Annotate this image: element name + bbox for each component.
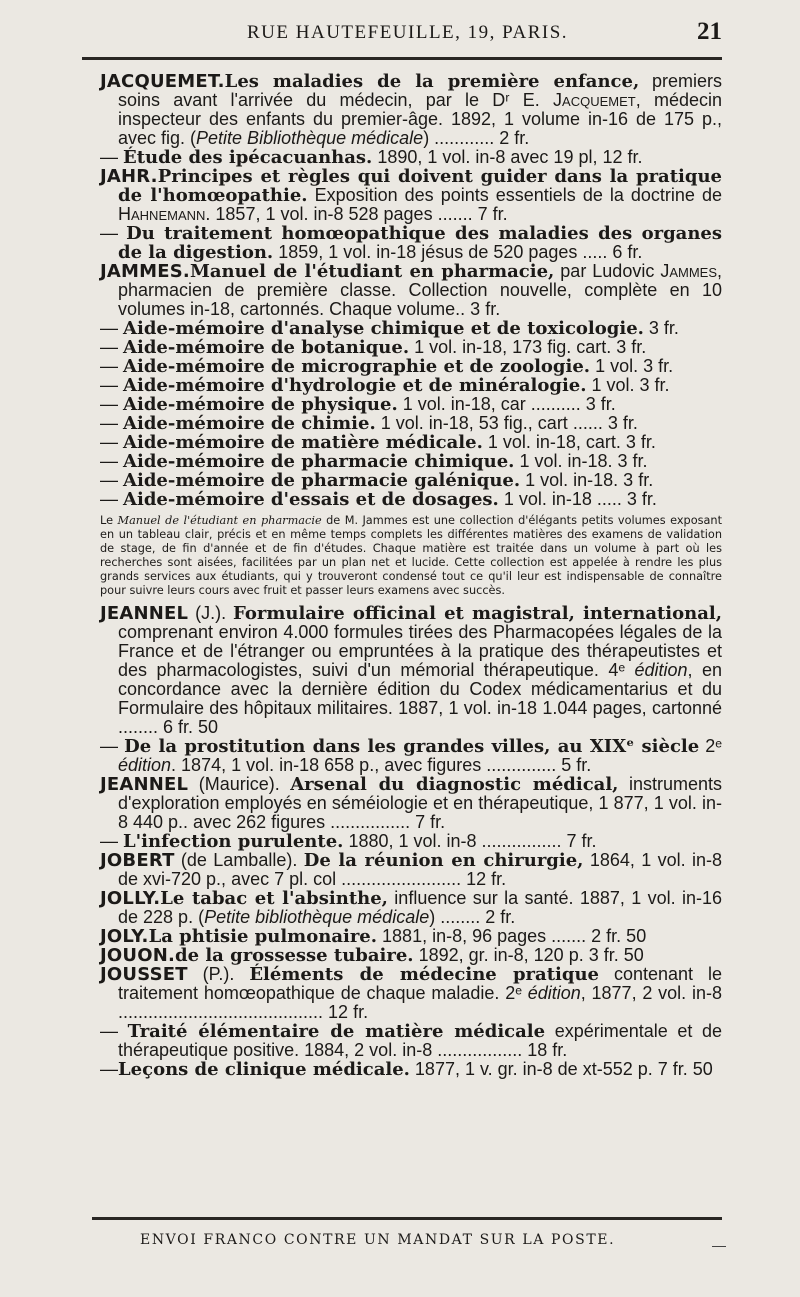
- entry-text: influence sur la santé. 1887, 1 vol. in-16 de 228 p. (: [118, 888, 723, 927]
- catalog-entry: [100, 775, 722, 832]
- catalog-entry: [100, 148, 722, 167]
- entry-text: 2ᵉ: [699, 736, 722, 756]
- catalog-entry: [100, 338, 722, 357]
- entry-text: 1880, 1 vol. in-8 ................ 7 fr.: [343, 831, 597, 851]
- catalog-entry: [100, 889, 722, 927]
- entry-title: De la réunion en chirurgie,: [303, 850, 584, 871]
- entry-title: Aide-mémoire d'essais et de dosages.: [123, 489, 499, 510]
- entry-dash: —: [100, 337, 124, 357]
- entry-series: Petite bibliothèque médicale: [204, 907, 430, 927]
- entry-text: , pharmacien de première classe. Collection nouvelle, complète en 10 volumes in-18, cartonnés. Chaque volume.. 3 fr.: [118, 261, 723, 319]
- entry-text: , 1877, 2 vol. in-8 ......................................... 12 fr.: [118, 983, 722, 1022]
- entry-series: édition: [527, 983, 581, 1003]
- entry-text: 1877, 1 v. gr. in-8 de xt-552 p. 7 fr. 50: [409, 1059, 713, 1079]
- catalog-entry: [100, 1060, 722, 1079]
- catalog-entry: [100, 604, 722, 737]
- entry-title: Aide-mémoire de botanique.: [123, 337, 410, 358]
- entry-author: JAMMES.: [100, 261, 190, 282]
- entry-dash: —: [100, 489, 124, 509]
- entry-author: JOLLY.: [100, 888, 161, 909]
- entry-text: 1890, 1 vol. in-8 avec 19 pl, 12 fr.: [372, 147, 643, 167]
- entry-title: Du traitement homœopathique des maladies des organes de la digestion.: [118, 223, 722, 263]
- entry-title: Aide-mémoire de physique.: [123, 394, 398, 415]
- entry-text: expérimentale et de thérapeutique positive. 1884, 2 vol. in-8 ................. 18 fr.: [118, 1021, 722, 1060]
- entry-text: 1 vol. in-18 ..... 3 fr.: [498, 489, 657, 509]
- entry-text: comprenant environ 4.000 formules tirées des Pharmacopées légales de la France et de l'étranger ou empruntées à la pratique des thérapeutistes et des pharmacologistes, suivi d'un mémorial thérapeutique. 4ᵉ: [118, 622, 722, 680]
- collection-note: Le Manuel de l'étudiant en pharmacie de M. Jammes est une collection d'élégants petits volumes exposant en un tableau clair, précis et en même temps complets les différentes matières des examens de validation de stage, de fin d'année et de fin d'études. Chaque matière est traitée dans un volume à part où les recherches sont aisées, facilitées par un plan net et lucide. Cette collection est appelée à rendre les plus grands services aux étudiants, qui y trouveront condensé tout ce qu'il leur est indispensable de connaître pour suivre leurs cours avec fruit et passer leurs examens avec succès.: [100, 514, 723, 597]
- entry-title: Aide-mémoire de pharmacie galénique.: [123, 470, 521, 491]
- catalog-entry: [100, 471, 722, 490]
- entry-dash: —: [100, 736, 125, 756]
- catalog-entry: [100, 224, 722, 262]
- entry-title: Formulaire officinal et magistral, international,: [233, 603, 722, 624]
- header-rule: [82, 57, 722, 60]
- entry-author-detail: (P.).: [187, 964, 250, 984]
- entry-title: Arsenal du diagnostic médical,: [290, 774, 619, 795]
- entry-title: Éléments de médecine pratique: [249, 964, 599, 985]
- entry-author: JOLY.: [100, 926, 149, 947]
- entry-dash: —: [100, 1059, 118, 1079]
- entry-dash: —: [100, 831, 124, 851]
- entry-author: JEANNEL: [100, 774, 189, 795]
- entry-author: JOUON.: [100, 945, 176, 966]
- entry-title: Aide-mémoire d'hydrologie et de minéralogie.: [123, 375, 587, 396]
- catalog-entry: [100, 490, 722, 509]
- entry-title: Aide-mémoire de matière médicale.: [123, 432, 483, 453]
- entry-text: 1881, in-8, 96 pages ....... 2 fr. 50: [377, 926, 647, 946]
- entry-series: édition: [118, 755, 172, 775]
- entry-text: premiers soins avant l'arrivée du médecin, par le Dʳ E.: [118, 71, 722, 110]
- entry-dash: —: [100, 318, 124, 338]
- page-header: [82, 14, 722, 52]
- entry-price: ) ............ 2 fr.: [423, 128, 530, 148]
- entry-dash: —: [100, 356, 124, 376]
- entry-dash: —: [100, 394, 124, 414]
- entry-title: Étude des ipécacuanhas.: [123, 147, 373, 168]
- entry-dash: —: [100, 375, 124, 395]
- footer-rule: [92, 1217, 722, 1220]
- catalog-entry: [100, 965, 722, 1022]
- entry-author: JAHR.: [100, 166, 158, 187]
- catalog-entry: [100, 433, 722, 452]
- entry-text: . 1857, 1 vol. in-8 528 pages ....... 7 fr.: [205, 204, 508, 224]
- entry-author: JOBERT: [100, 850, 175, 871]
- entry-author-detail: (J.).: [188, 603, 234, 623]
- entry-title: L'infection purulente.: [123, 831, 344, 852]
- entry-title: de la grossesse tubaire.: [175, 945, 414, 966]
- entry-text: 1 vol. in-18, 53 fig., cart ...... 3 fr.: [375, 413, 638, 433]
- entry-text: par Ludovic: [554, 261, 661, 281]
- entry-title: Aide-mémoire d'analyse chimique et de toxicologie.: [123, 318, 644, 339]
- entry-text: 3 fr.: [643, 318, 679, 338]
- catalog-entry: [100, 319, 722, 338]
- entry-title: De la prostitution dans les grandes villes, au XIXᵉ siècle: [124, 736, 700, 757]
- catalog-entry: [100, 167, 722, 224]
- entry-text: 1859, 1 vol. in-18 jésus de 520 pages ..... 6 fr.: [273, 242, 643, 262]
- entry-title: Principes et règles qui doivent guider dans la pratique de l'homœopathie.: [118, 166, 722, 206]
- entry-text: , médecin inspecteur des enfants du premier-âge. 1892, 1 volume in-16 de 175 p., avec fig. (: [118, 90, 722, 148]
- entry-series: Petite Bibliothèque médicale: [196, 128, 424, 148]
- catalog-entry: [100, 851, 722, 889]
- entry-title: Leçons de clinique médicale.: [118, 1059, 410, 1080]
- entry-title: Aide-mémoire de micrographie et de zoologie.: [123, 356, 591, 377]
- footer-mark: [712, 1236, 726, 1247]
- entry-text: 1892, gr. in-8, 120 p. 3 fr. 50: [413, 945, 644, 965]
- entry-title: Le tabac et l'absinthe,: [160, 888, 388, 909]
- entry-text: 1 vol. in-18, car .......... 3 fr.: [397, 394, 616, 414]
- footer-notice: ENVOI FRANCO CONTRE UN MANDAT SUR LA POSTE.: [140, 1232, 616, 1248]
- entry-dash: —: [100, 1021, 128, 1041]
- catalog-entry: [100, 946, 722, 965]
- catalog-entry: [100, 452, 722, 471]
- catalog-entry: [100, 737, 722, 775]
- entry-title: Manuel de l'étudiant en pharmacie,: [189, 261, 555, 282]
- entry-dash: —: [100, 432, 124, 452]
- entry-author-detail: (Maurice).: [188, 774, 291, 794]
- catalog-entry: [100, 414, 722, 433]
- entry-author-detail: (de Lamballe).: [174, 850, 304, 870]
- entry-text: 1 vol. in-18, 173 fig. cart. 3 fr.: [409, 337, 647, 357]
- entry-author: JEANNEL: [100, 603, 189, 624]
- entry-text: 1864, 1 vol. in-8 de xvi-720 p., avec 7 pl. col ........................ 12 fr.: [118, 850, 722, 889]
- entry-text: instruments d'exploration employés en séméiologie et en thérapeutique, 1 877, 1 vol. in-8 440 p.. avec 262 figures ................ 7 fr.: [118, 774, 722, 832]
- entry-text: ) ........ 2 fr.: [429, 907, 516, 927]
- entry-title: Aide-mémoire de chimie.: [123, 413, 376, 434]
- catalog-entry: [100, 832, 722, 851]
- catalog-entry: [100, 927, 722, 946]
- entry-text: 1 vol. 3 fr.: [590, 356, 674, 376]
- entry-dash: —: [100, 413, 124, 433]
- catalog-listing: [100, 72, 722, 1079]
- entry-title: Les maladies de la première enfance,: [224, 71, 640, 92]
- entry-author: JACQUEMET.: [100, 71, 225, 92]
- entry-title: La phtisie pulmonaire.: [148, 926, 378, 947]
- entry-title: Aide-mémoire de pharmacie chimique.: [123, 451, 515, 472]
- entry-name: Jammes: [660, 261, 717, 281]
- entry-name: Jacquemet: [553, 90, 636, 110]
- entry-dash: —: [100, 223, 127, 243]
- entry-name: Hahnemann: [118, 204, 206, 224]
- entry-series: édition: [634, 660, 688, 680]
- entry-text: 1 vol. 3 fr.: [586, 375, 670, 395]
- entry-text: , en concordance avec la dernière édition du Codex médicamentarius et du Formulaire des hôpitaux militaires. 1887, 1 vol. in-18 1.044 pages, cartonné ........ 6 fr. 50: [118, 660, 722, 737]
- entry-text: . 1874, 1 vol. in-18 658 p., avec figures .............. 5 fr.: [171, 755, 592, 775]
- page-number: 21: [697, 18, 722, 45]
- entry-text: 1 vol. in-18. 3 fr.: [520, 470, 654, 490]
- catalog-entry: [100, 376, 722, 395]
- entry-text: 1 vol. in-18. 3 fr.: [514, 451, 648, 471]
- entry-text: 1 vol. in-18, cart. 3 fr.: [482, 432, 656, 452]
- entry-author: JOUSSET: [100, 964, 188, 985]
- catalog-entry: [100, 262, 722, 319]
- running-header: RUE HAUTEFEUILLE, 19, PARIS.: [247, 22, 569, 43]
- entry-text: Exposition des points essentiels de la doctrine de: [307, 185, 722, 205]
- entry-dash: —: [100, 470, 124, 490]
- catalog-entry: [100, 72, 722, 148]
- catalog-entry: [100, 1022, 722, 1060]
- catalog-entry: [100, 395, 722, 414]
- entry-dash: —: [100, 451, 124, 471]
- entry-dash: —: [100, 147, 124, 167]
- catalog-entry: [100, 357, 722, 376]
- entry-text: contenant le traitement homœopathique de chaque maladie. 2ᵉ: [118, 964, 723, 1003]
- entry-title: Traité élémentaire de matière médicale: [127, 1021, 546, 1042]
